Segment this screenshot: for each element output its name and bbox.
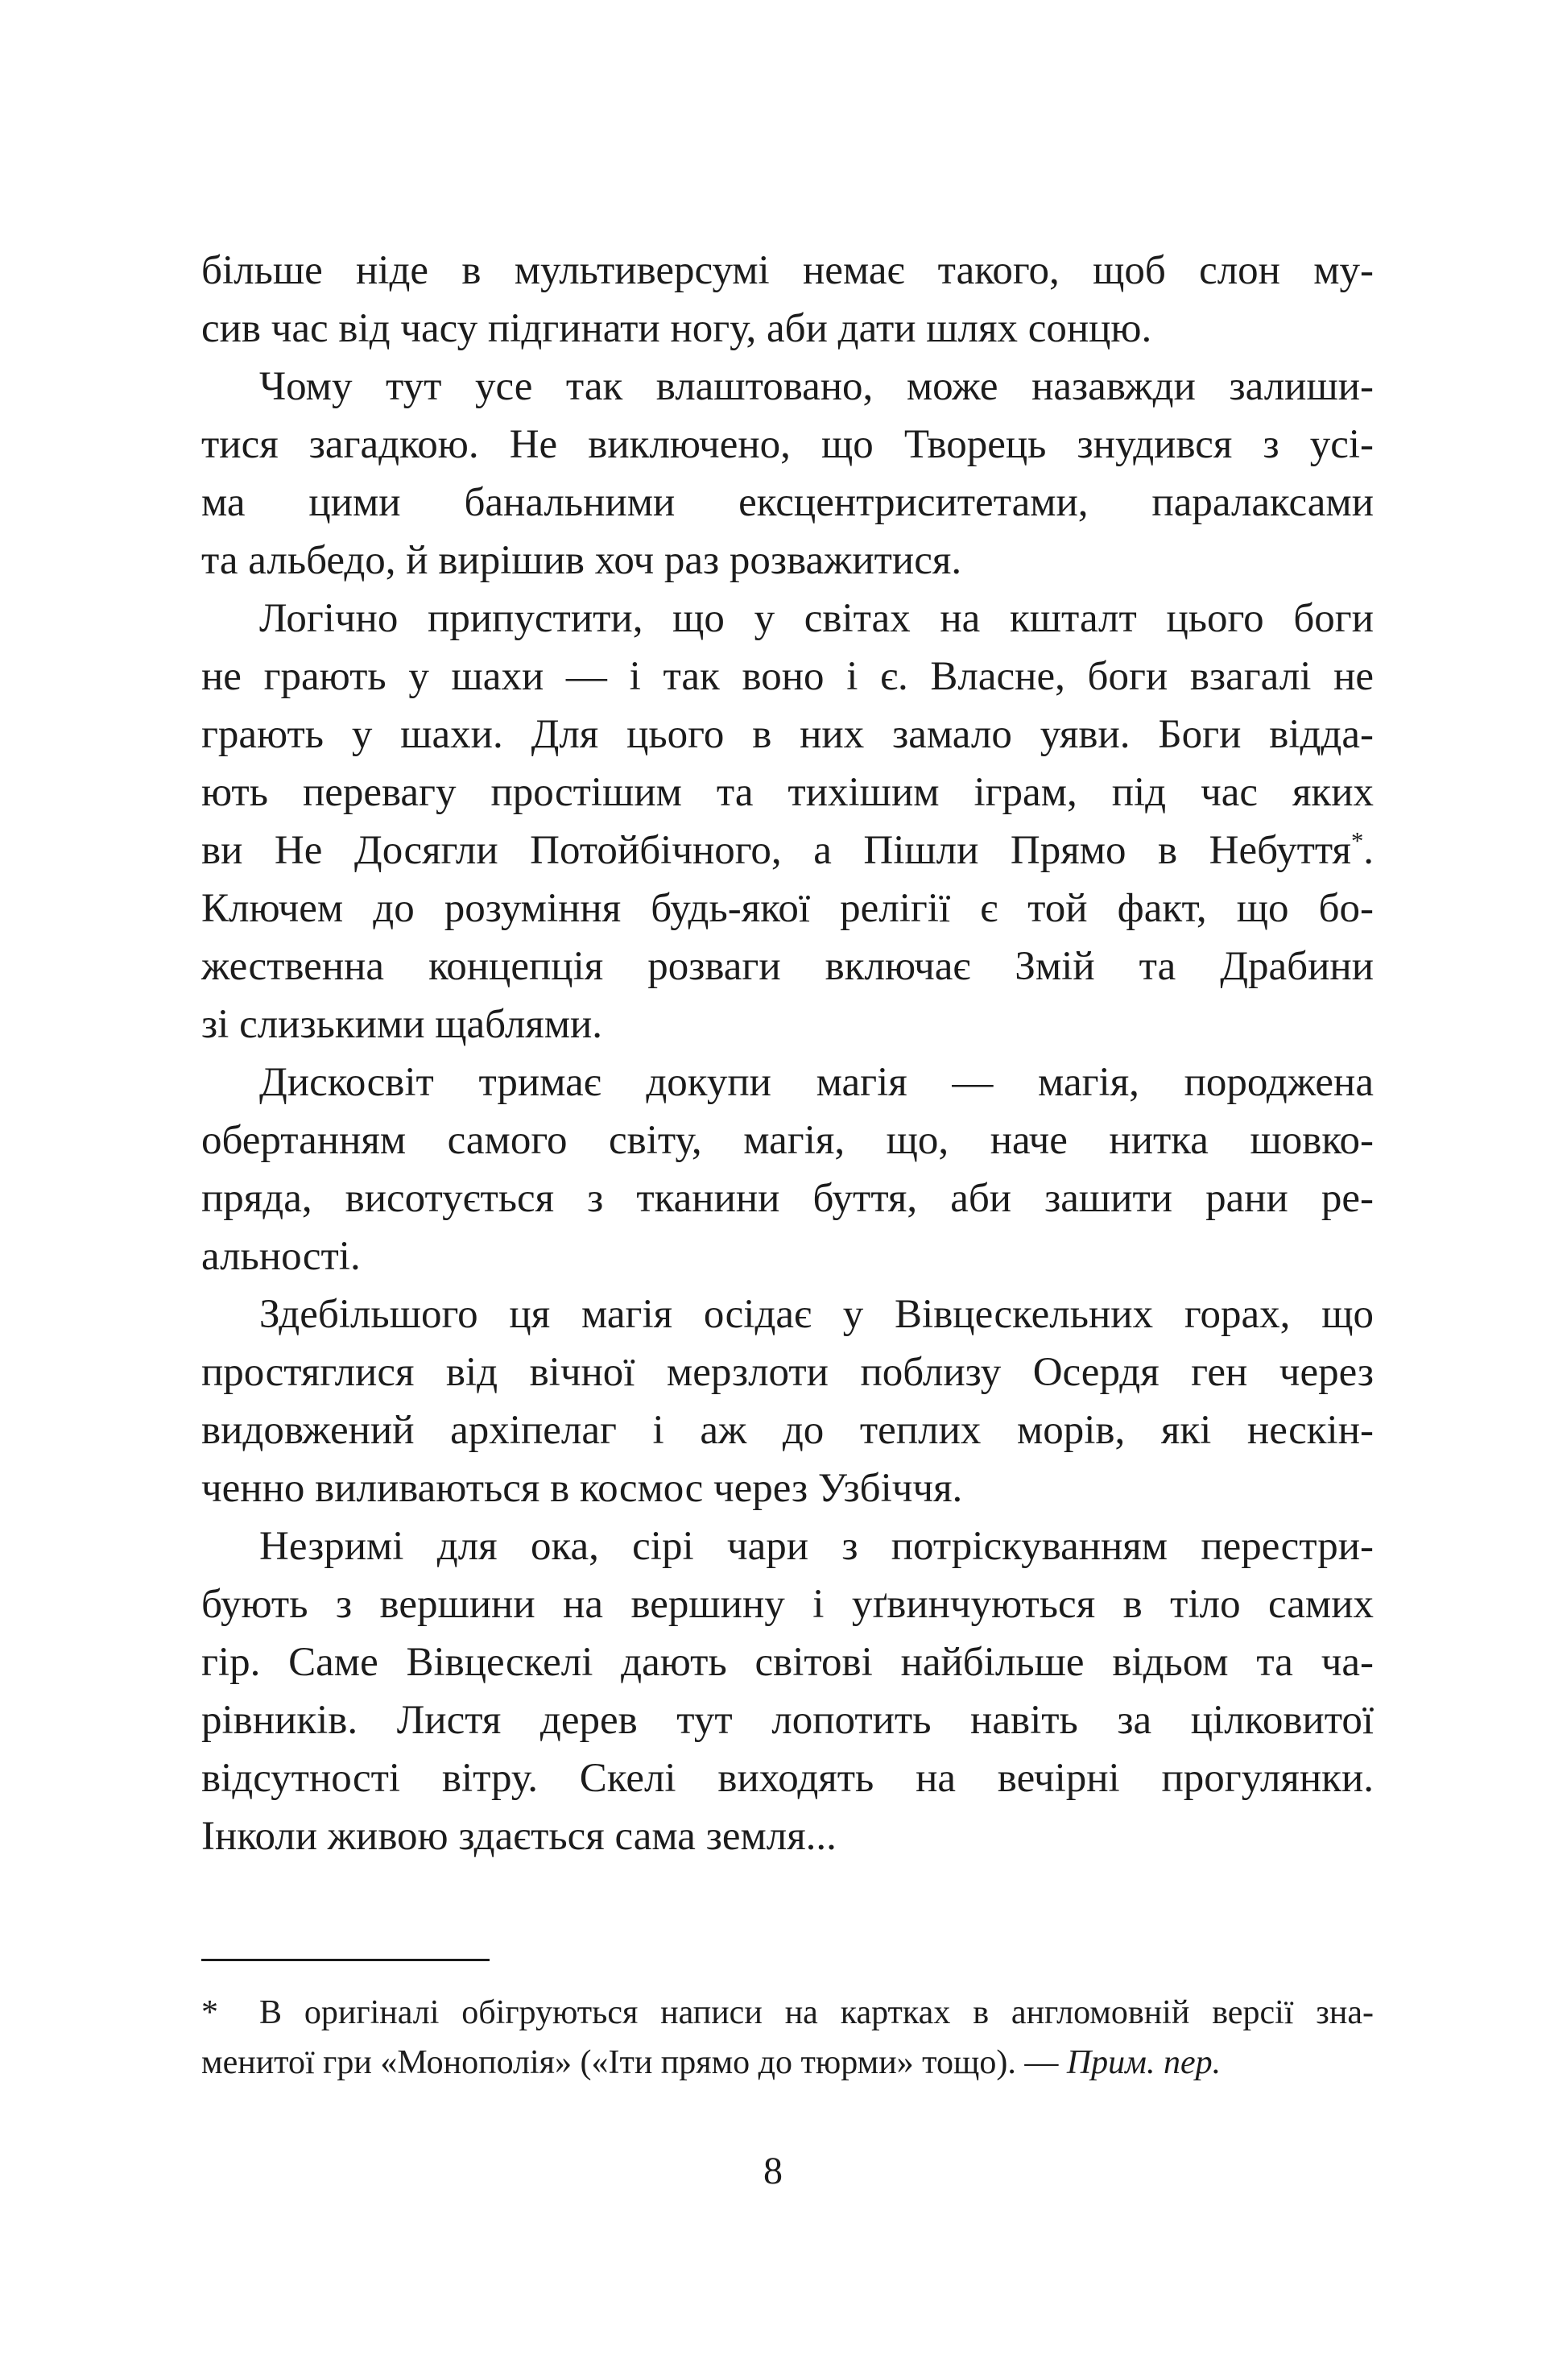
text-line: жественна концепція розваги включає Змій та Драбини <box>201 944 1374 989</box>
footnote-text-italic: Прим. пер. <box>1066 2044 1222 2081</box>
text-line: бують з вершини на вершину і уґвинчуються в тіло самих <box>201 1582 1374 1627</box>
text-line: ють перевагу простішим та тихішим іграм, під час яких <box>201 770 1374 815</box>
footnote-text: менитої гри «Монополія» («Іти прямо до тюрми» тощо). — <box>201 2044 1067 2081</box>
page-number: 8 <box>763 2150 783 2192</box>
text-line: відсутності вітру. Скелі виходять на вечірні прогулянки. <box>201 1756 1374 1801</box>
text-line: зі слизькими щаблями. <box>201 1002 603 1047</box>
footnote-marker: * <box>201 1994 218 2031</box>
text-line: тися загадкою. Не виключено, що Творець знудився з усі- <box>201 422 1374 467</box>
text-line: Здебільшого ця магія осідає у Вівцескельних горах, що <box>259 1292 1374 1337</box>
text-line: сив час від часу підгинати ногу, аби дати шлях сонцю. <box>201 306 1152 351</box>
text-line: Інколи живою здається сама земля... <box>201 1814 837 1859</box>
text-line: не грають у шахи — і так воно і є. Власне, боги взагалі не <box>201 654 1374 699</box>
text-line: пряда, висотується з тканини буття, аби зашити рани ре- <box>201 1176 1374 1221</box>
text-line: Дискосвіт тримає докупи магія — магія, породжена <box>259 1060 1374 1105</box>
text-line: грають у шахи. Для цього в них замало уяви. Боги відда- <box>201 712 1374 757</box>
footnote-line <box>201 2038 1374 2088</box>
text-line: та альбедо, й вирішив хоч раз розважитися. <box>201 538 962 583</box>
text-line: гір. Саме Вівцескелі дають світові найбільше відьом та ча- <box>201 1640 1374 1685</box>
footnote <box>201 1988 1374 2088</box>
text-line: ви Не Досягли Потойбічного, а Пішли Прямо в Небуття*. <box>201 827 1374 873</box>
text-block <box>201 242 1374 1865</box>
footnote-reference-asterisk: * <box>1350 827 1364 855</box>
footnote-text: В оригіналі обігруються написи на картках в англомовній версії зна- <box>259 1994 1374 2031</box>
text-line: рівників. Листя дерев тут лопотить навіть за цілковитої <box>201 1698 1374 1743</box>
footnote-separator <box>201 1959 490 1961</box>
text-line: видовжений архіпелаг і аж до теплих морів, які нескін- <box>201 1408 1374 1453</box>
text-line: Чому тут усе так влаштовано, може назавжди залиши- <box>259 364 1374 409</box>
text-line: ченно виливаються в космос через Узбіччя. <box>201 1466 963 1511</box>
text-line: більше ніде в мультиверсумі немає такого, щоб слон му- <box>201 248 1374 293</box>
text-line: Ключем до розуміння будь-якої релігії є той факт, що бо- <box>201 886 1374 931</box>
text-line: простяглися від вічної мерзлоти поблизу Осердя ген через <box>201 1350 1374 1395</box>
text-line: ма цими банальними ексцентриситетами, паралаксами <box>201 480 1374 525</box>
text-line: обертанням самого світу, магія, що, наче нитка шовко- <box>201 1118 1374 1163</box>
text-line: Незримі для ока, сірі чари з потріскуванням перестри- <box>259 1524 1374 1569</box>
text-line: альності. <box>201 1234 361 1279</box>
footnote-line <box>201 1988 1374 2038</box>
text-line: Логічно припустити, що у світах на кшталт цього боги <box>259 596 1374 641</box>
